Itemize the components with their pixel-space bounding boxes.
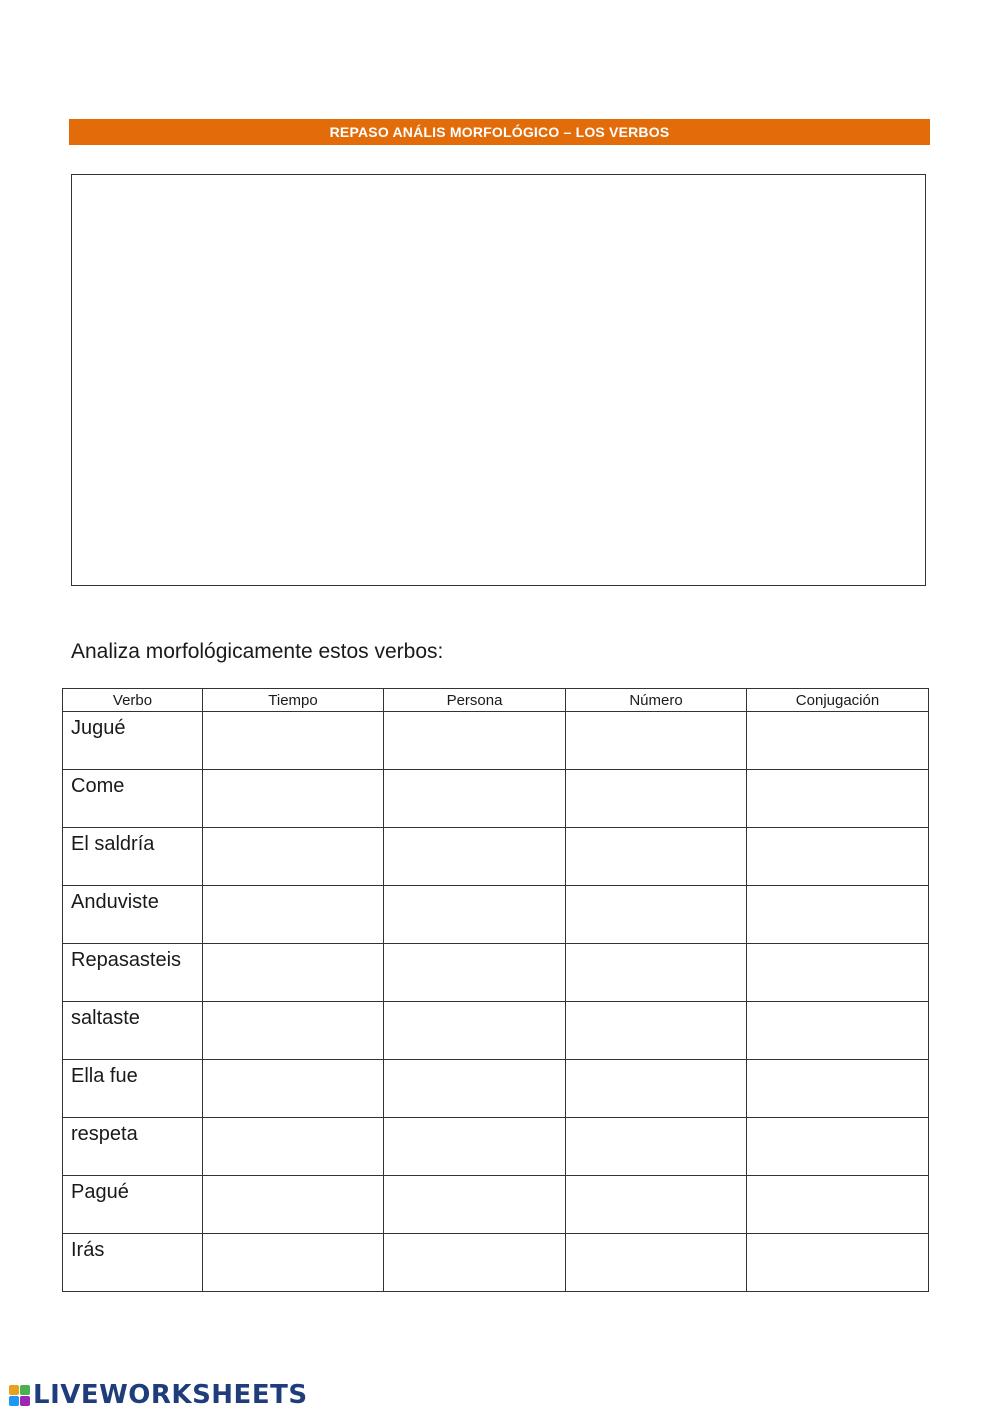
conjugacion-answer-cell[interactable]: [747, 1118, 929, 1176]
conjugacion-answer-cell[interactable]: [747, 1176, 929, 1234]
numero-answer-cell[interactable]: [566, 944, 747, 1002]
numero-answer-cell[interactable]: [566, 1060, 747, 1118]
persona-answer-cell[interactable]: [384, 1176, 566, 1234]
conjugacion-answer-cell[interactable]: [747, 886, 929, 944]
conjugacion-answer-cell[interactable]: [747, 828, 929, 886]
logo-block: [9, 1385, 19, 1395]
numero-answer-cell[interactable]: [566, 1234, 747, 1292]
verb-cell: Repasasteis: [63, 944, 203, 1002]
liveworksheets-logo: [9, 1380, 308, 1410]
table-row: [63, 1002, 929, 1060]
numero-answer-cell[interactable]: [566, 886, 747, 944]
numero-answer-cell[interactable]: [566, 770, 747, 828]
persona-answer-cell[interactable]: [384, 1002, 566, 1060]
verb-cell: Come: [63, 770, 203, 828]
table-row: [63, 1234, 929, 1292]
verb-cell: saltaste: [63, 1002, 203, 1060]
table-row: [63, 1060, 929, 1118]
table-row: [63, 886, 929, 944]
conjugacion-answer-cell[interactable]: [747, 1002, 929, 1060]
verb-cell: Anduviste: [63, 886, 203, 944]
table-row: [63, 770, 929, 828]
table-row: [63, 1176, 929, 1234]
persona-answer-cell[interactable]: [384, 944, 566, 1002]
tiempo-answer-cell[interactable]: [203, 1176, 384, 1234]
tiempo-answer-cell[interactable]: [203, 712, 384, 770]
worksheet-title: REPASO ANÁLIS MORFOLÓGICO – LOS VERBOS: [69, 119, 930, 145]
numero-answer-cell[interactable]: [566, 1176, 747, 1234]
persona-answer-cell[interactable]: [384, 828, 566, 886]
persona-answer-cell[interactable]: [384, 1060, 566, 1118]
table-row: [63, 1118, 929, 1176]
numero-answer-cell[interactable]: [566, 1118, 747, 1176]
numero-answer-cell[interactable]: [566, 828, 747, 886]
logo-block: [9, 1396, 19, 1406]
verb-cell: Jugué: [63, 712, 203, 770]
tiempo-answer-cell[interactable]: [203, 886, 384, 944]
table-row: [63, 828, 929, 886]
table-header-row: [63, 689, 929, 712]
table-row: [63, 944, 929, 1002]
verb-analysis-table: [62, 688, 929, 1292]
exercise-instruction: Analiza morfológicamente estos verbos:: [71, 640, 444, 663]
header-verbo: Verbo: [63, 689, 203, 712]
logo-text: LIVEWORKSHEETS: [33, 1380, 308, 1410]
persona-answer-cell[interactable]: [384, 1234, 566, 1292]
header-persona: Persona: [384, 689, 566, 712]
verb-cell: El saldría: [63, 828, 203, 886]
logo-block: [20, 1396, 30, 1406]
logo-block: [20, 1385, 30, 1395]
tiempo-answer-cell[interactable]: [203, 1118, 384, 1176]
logo-blocks-icon: [9, 1385, 30, 1406]
conjugacion-answer-cell[interactable]: [747, 944, 929, 1002]
verb-cell: Pagué: [63, 1176, 203, 1234]
tiempo-answer-cell[interactable]: [203, 1002, 384, 1060]
conjugacion-answer-cell[interactable]: [747, 1234, 929, 1292]
reading-text-box: [71, 174, 926, 586]
conjugacion-answer-cell[interactable]: [747, 770, 929, 828]
tiempo-answer-cell[interactable]: [203, 828, 384, 886]
header-numero: Número: [566, 689, 747, 712]
conjugacion-answer-cell[interactable]: [747, 712, 929, 770]
tiempo-answer-cell[interactable]: [203, 770, 384, 828]
verb-cell: Ella fue: [63, 1060, 203, 1118]
persona-answer-cell[interactable]: [384, 770, 566, 828]
verb-cell: respeta: [63, 1118, 203, 1176]
numero-answer-cell[interactable]: [566, 712, 747, 770]
persona-answer-cell[interactable]: [384, 1118, 566, 1176]
conjugacion-answer-cell[interactable]: [747, 1060, 929, 1118]
persona-answer-cell[interactable]: [384, 886, 566, 944]
verb-cell: Irás: [63, 1234, 203, 1292]
tiempo-answer-cell[interactable]: [203, 944, 384, 1002]
tiempo-answer-cell[interactable]: [203, 1060, 384, 1118]
persona-answer-cell[interactable]: [384, 712, 566, 770]
table-row: [63, 712, 929, 770]
tiempo-answer-cell[interactable]: [203, 1234, 384, 1292]
numero-answer-cell[interactable]: [566, 1002, 747, 1060]
header-tiempo: Tiempo: [203, 689, 384, 712]
header-conjugacion: Conjugación: [747, 689, 929, 712]
